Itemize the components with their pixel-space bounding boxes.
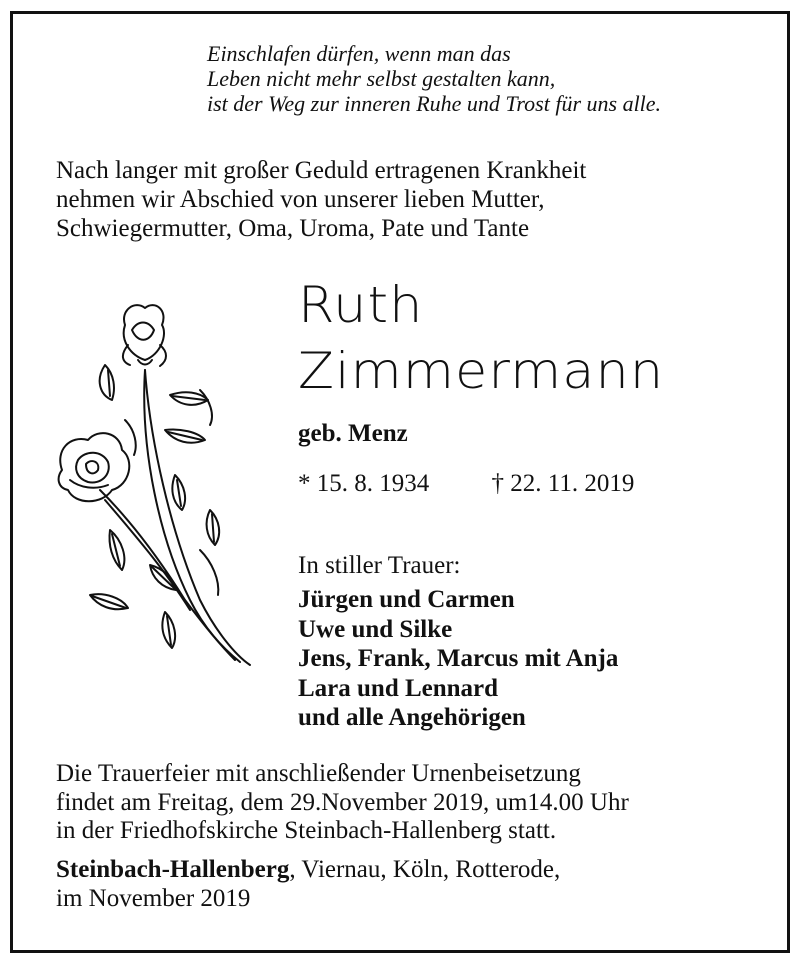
mourner-line: Lara und Lennard [298,674,499,702]
mourning-label: In stiller Trauer: [298,552,461,579]
intro-line: Schwiegermutter, Oma, Uroma, Pate und Tante [56,215,530,242]
poem [207,41,661,116]
other-towns: , Viernau, Köln, Rotterode, [289,856,561,883]
date-line: im November 2019 [56,885,251,912]
rose-drawing-icon [50,300,270,670]
main-town: Steinbach-Hallenberg [56,856,290,883]
maiden-name: geb. Menz [298,420,408,447]
intro-line: nehmen wir Abschied von unserer lieben Mutter, [56,186,545,213]
funeral-line: findet am Freitag, dem 29.November 2019, um14.00 Uhr [56,788,629,816]
funeral-info [56,760,629,846]
funeral-line: Die Trauerfeier mit anschließender Urnenbeisetzung [56,760,581,787]
mourner-line: Uwe und Silke [298,615,453,643]
poem-line: Einschlafen dürfen, wenn man das [207,41,511,66]
intro-line: Nach langer mit großer Geduld ertragenen Krankheit [56,157,587,184]
mourner-line: Jürgen und Carmen [298,586,515,613]
poem-line: ist der Weg zur inneren Ruhe und Trost für uns alle. [207,91,662,116]
deceased-name [298,272,664,404]
poem-line: Leben nicht mehr selbst gestalten kann, [207,66,556,91]
funeral-line: in der Friedhofskirche Steinbach-Hallenberg statt. [56,817,557,844]
last-name: Zimmermann [298,342,665,400]
place-and-date [56,855,560,913]
mourner-line: und alle Angehörigen [298,704,526,731]
first-name: Ruth [298,276,424,334]
life-dates [298,470,634,498]
mourner-line: Jens, Frank, Marcus mit Anja [298,645,619,672]
intro-text [56,156,586,243]
place-line [56,855,560,884]
birth-date: * 15. 8. 1934 [298,470,430,497]
mourners-list [298,585,618,733]
death-date: † 22. 11. 2019 [491,470,635,497]
